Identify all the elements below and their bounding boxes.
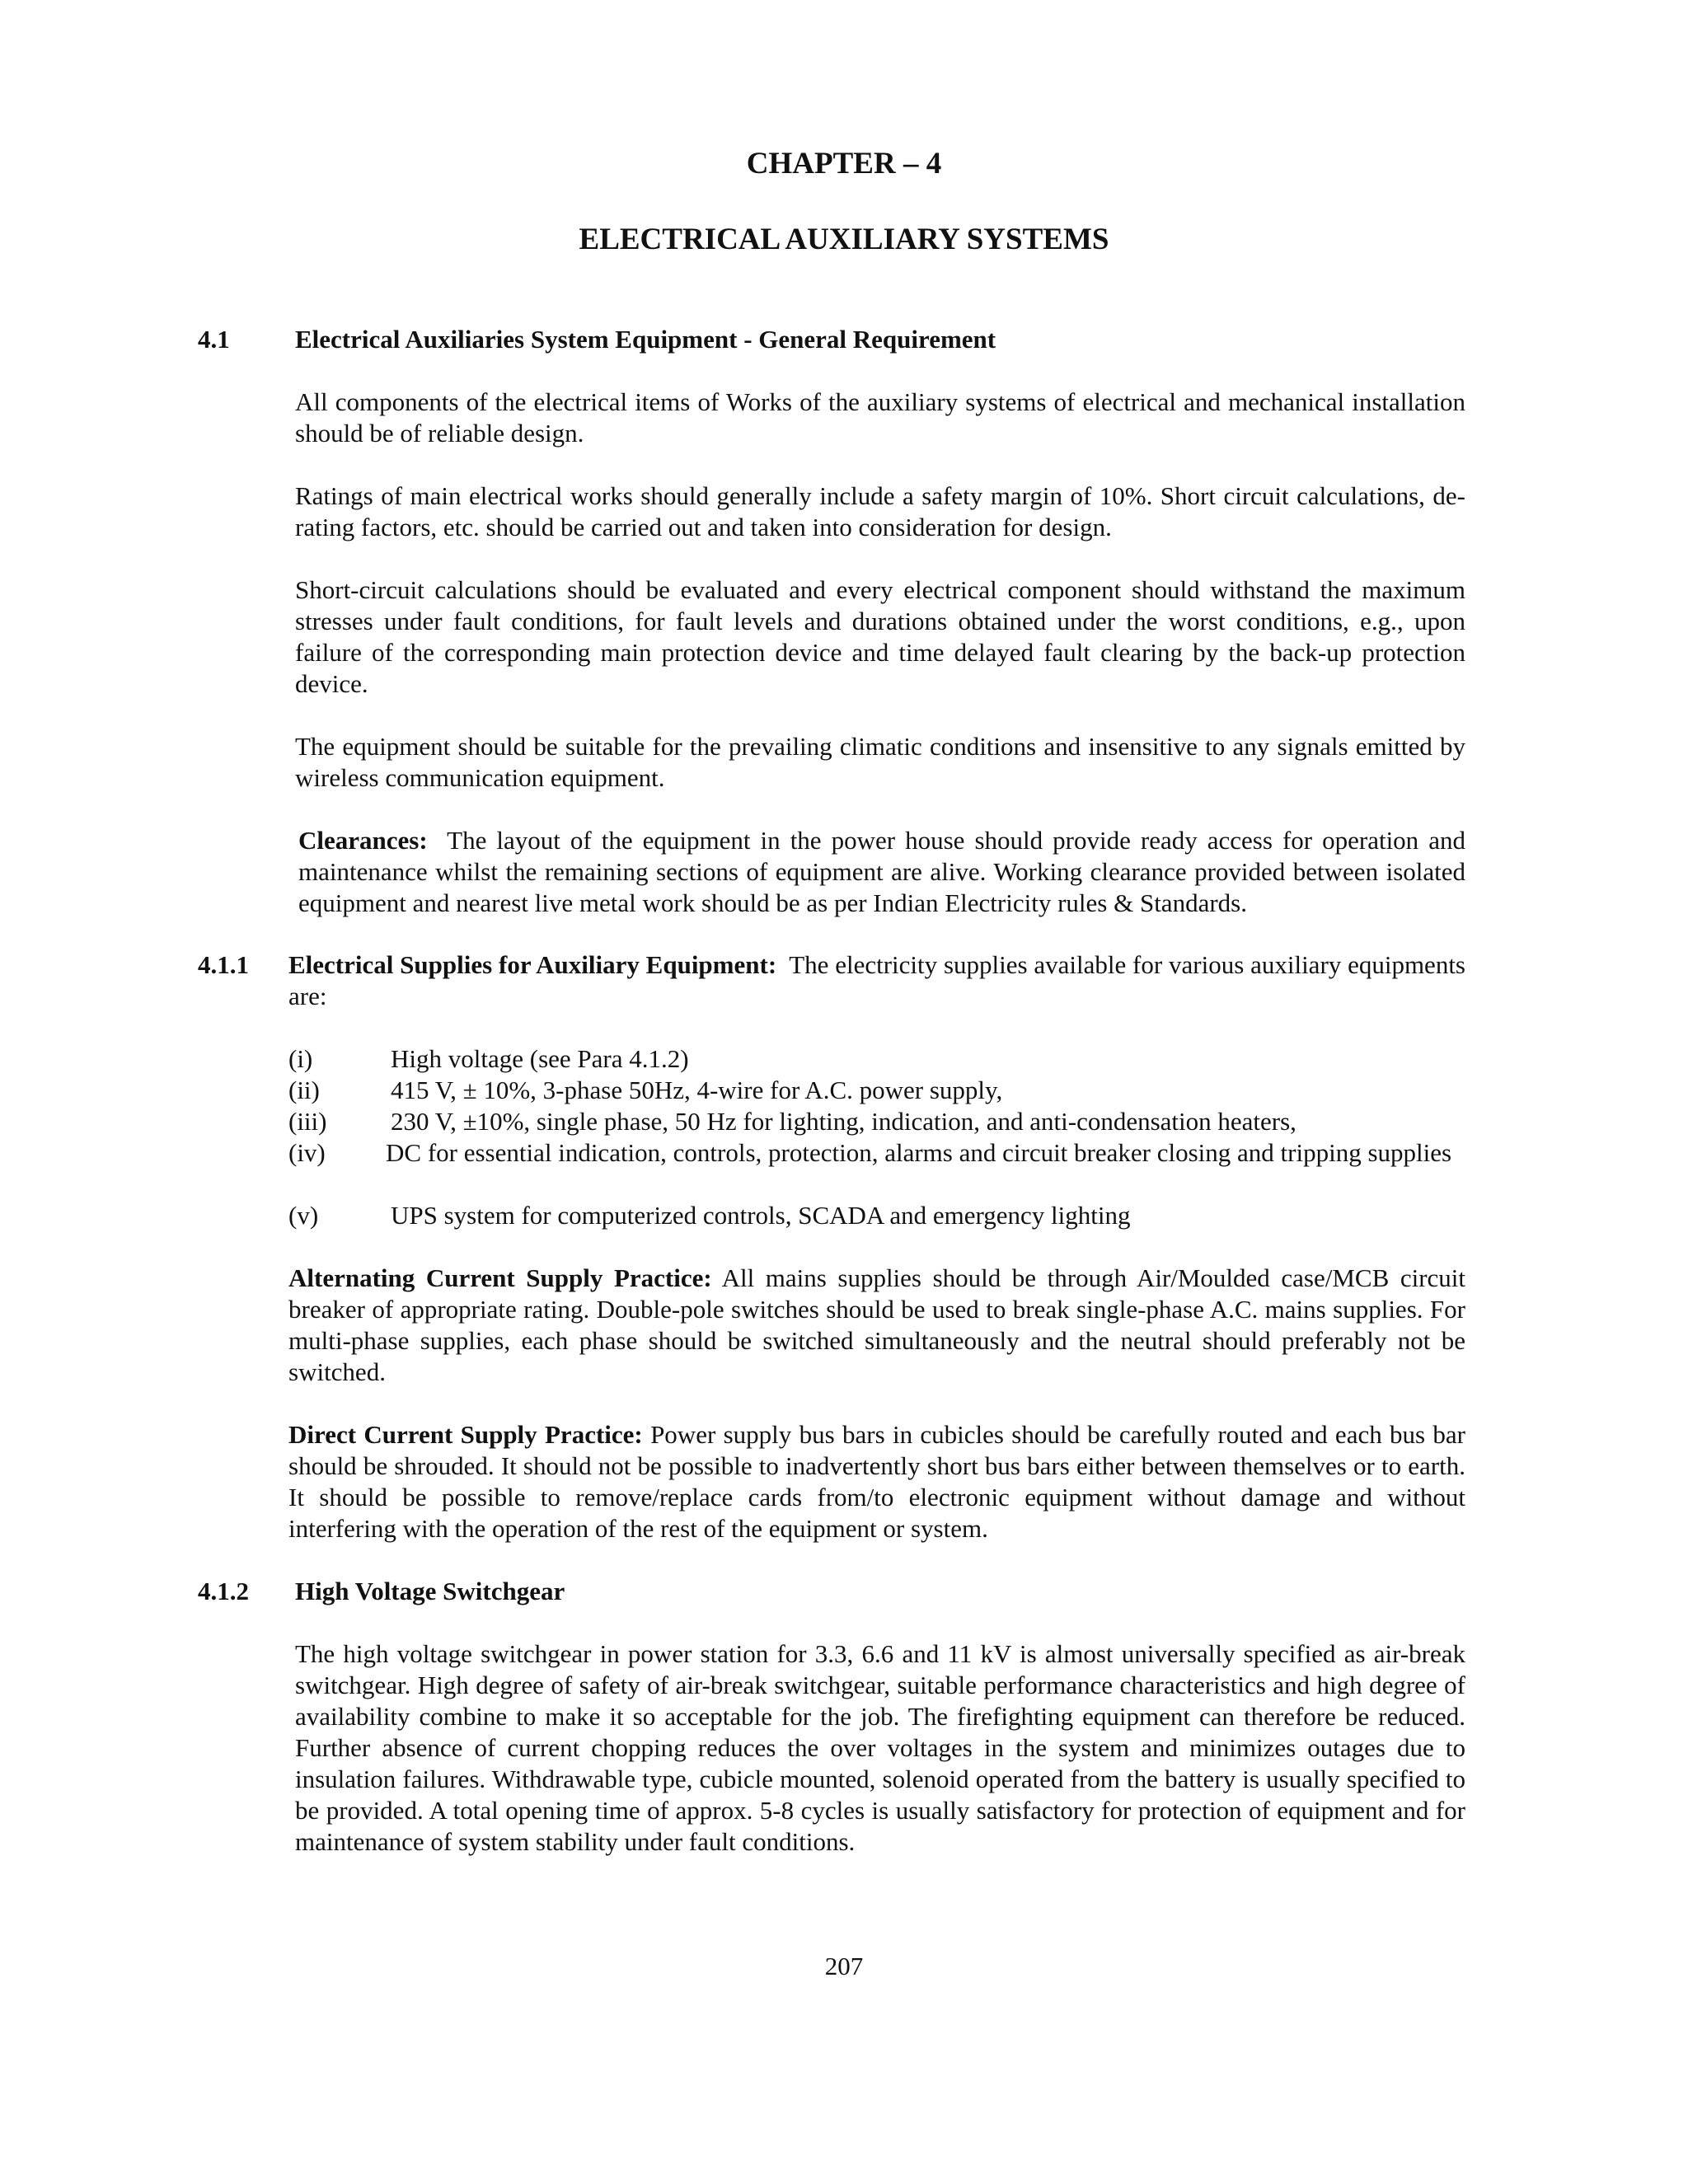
ac-supply-label: Alternating Current Supply Practice:	[288, 1263, 712, 1292]
dc-supply-label: Direct Current Supply Practice:	[288, 1420, 643, 1449]
clearances-text: The layout of the equipment in the power house should provide ready access for operation and maintenance whilst the remaining sections of equipment are alive. Working clearance provided between isolated equipment and nearest live metal work should be as per Indian Electricity rules & Standards.	[298, 826, 1465, 917]
ac-supply-text: All mains supplies should be through Air/Moulded case/MCB circuit breaker of appropriate rating. Double-pole switches should be used to break single-phase A.C. mains supplies. For multi-phase supplies, each phase should be switched simultaneously and the neutral should preferably not be switched.	[288, 1263, 1466, 1386]
list-item-number: (iii)	[288, 1107, 327, 1136]
list-item-text: UPS system for computerized controls, SCADA and emergency lighting	[391, 1201, 1131, 1230]
dc-supply-text: Power supply bus bars in cubicles should be carefully routed and each bus bar should be shrouded. It should not be possible to inadvertently short bus bars either between themselves or to earth. It should be possible to remove/replace cards from/to electronic equipment without damage and without interfering with the operation of the rest of the equipment or system.	[288, 1420, 1465, 1543]
supply-list	[288, 1043, 1465, 1231]
section-intro: The electricity supplies available for various auxiliary equipments are:	[288, 950, 1465, 1010]
list-item-text: 230 V, ±10%, single phase, 50 Hz for lighting, indication, and anti-condensation heaters,	[391, 1107, 1296, 1136]
dc-supply-paragraph	[288, 1419, 1465, 1544]
list-item-number: (i)	[288, 1044, 313, 1073]
paragraph: Ratings of main electrical works should generally include a safety margin of 10%. Short circuit calculations, de-rating factors, etc. should be carried out and taken into consideration for design.	[295, 481, 1465, 541]
section-title: Electrical Auxiliaries System Equipment - General Requirement	[295, 325, 996, 354]
section-intro-paragraph	[288, 949, 1465, 1012]
section-number: 4.1	[198, 325, 230, 354]
section-number: 4.1.1	[198, 950, 249, 979]
list-item-text: DC for essential indication, controls, protection, alarms and circuit breaker closing and tripping supplies	[386, 1138, 1452, 1167]
page-number: 207	[824, 1952, 864, 1980]
list-item-number: (v)	[288, 1201, 319, 1230]
list-item-text: High voltage (see Para 4.1.2)	[391, 1044, 689, 1073]
section-number: 4.1.2	[198, 1577, 249, 1605]
section-title: High Voltage Switchgear	[295, 1577, 565, 1605]
clearances-label: Clearances:	[298, 826, 428, 855]
chapter-title: ELECTRICAL AUXILIARY SYSTEMS	[579, 223, 1109, 256]
section-title: Electrical Supplies for Auxiliary Equipment:	[288, 950, 777, 979]
paragraph: The equipment should be suitable for the prevailing climatic conditions and insensitive to any signals emitted by wireless communication equipment.	[295, 732, 1465, 792]
paragraph: All components of the electrical items of Works of the auxiliary systems of electrical and mechanical installation should be of reliable design.	[295, 387, 1465, 448]
clearances-paragraph	[298, 825, 1465, 919]
ac-supply-paragraph	[288, 1263, 1465, 1388]
list-item-number: (ii)	[288, 1076, 320, 1104]
chapter-label: CHAPTER – 4	[746, 147, 942, 180]
paragraph: Short-circuit calculations should be evaluated and every electrical component should withstand the maximum stresses under fault conditions, for fault levels and durations obtained under the worst conditions, e.g., upon failure of the corresponding main protection device and time delayed fault clearing by the back-up protection device.	[295, 575, 1465, 698]
list-item-number: (iv)	[288, 1138, 326, 1167]
list-item-text: 415 V, ± 10%, 3-phase 50Hz, 4-wire for A.C. power supply,	[391, 1076, 1003, 1104]
paragraph: The high voltage switchgear in power station for 3.3, 6.6 and 11 kV is almost universally specified as air-break switchgear. High degree of safety of air-break switchgear, suitable performance characteristics and high degree of availability combine to make it so acceptable for the job. The firefighting equipment can therefore be reduced. Further absence of current chopping reduces the over voltages in the system and minimizes outages due to insulation failures. Withdrawable type, cubicle mounted, solenoid operated from the battery is usually specified to be provided. A total opening time of approx. 5-8 cycles is usually satisfactory for protection of equipment and for maintenance of system stability under fault conditions.	[295, 1639, 1465, 1856]
